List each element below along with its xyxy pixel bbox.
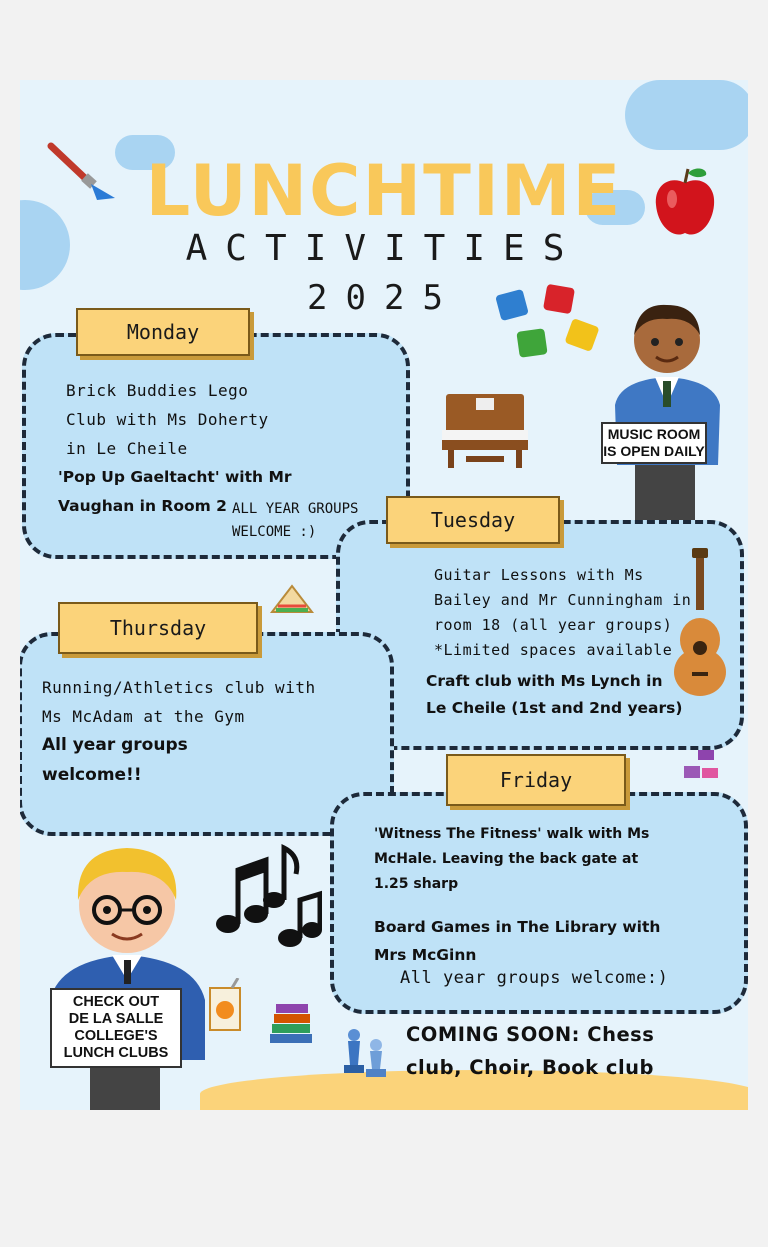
friday-line4: Board Games in The Library with	[374, 918, 661, 936]
thursday-activity-running	[42, 673, 316, 731]
lunch-clubs-sign	[50, 988, 182, 1068]
thursday-line1: Running/Athletics club with	[42, 678, 316, 697]
tuesday-line2: Bailey and Mr Cunningham in	[434, 591, 692, 609]
thursday-line3: All year groups	[42, 735, 188, 755]
friday-welcome: All year groups welcome:)	[400, 968, 669, 988]
tuesday-line6: Le Cheile (1st and 2nd years)	[426, 699, 683, 717]
friday-line2: McHale. Leaving the back gate at	[374, 851, 639, 867]
friday-line1: 'Witness The Fitness' walk with Ms	[374, 826, 650, 842]
coming-soon-line1: COMING SOON: Chess	[406, 1023, 655, 1046]
sandwich-icon	[268, 580, 316, 620]
student-boy-illustration	[600, 295, 735, 525]
monday-line4: 'Pop Up Gaeltacht' with Mr	[58, 468, 292, 486]
friday-activity-boardgames	[374, 913, 660, 969]
poster	[20, 80, 748, 1110]
tuesday-line3: room 18 (all year groups)	[434, 616, 673, 634]
coming-soon-line2: club, Choir, Book club	[406, 1056, 654, 1079]
friday-line3: 1.25 sharp	[374, 876, 459, 892]
lunch-sign-line1: CHECK OUT	[72, 994, 160, 1010]
tuesday-tag: Tuesday	[386, 496, 560, 544]
music-room-sign	[601, 422, 707, 464]
tuesday-line4: *Limited spaces available	[434, 641, 673, 659]
monday-line2: Club with Ms Doherty	[66, 410, 269, 429]
music-sign-line1: MUSIC ROOM	[607, 426, 701, 442]
monday-line5: Vaughan in Room 2	[58, 497, 227, 515]
chess-icon	[338, 1025, 392, 1083]
monday-activity-lego	[66, 376, 269, 463]
lunch-sign-line3: COLLEGE'S	[74, 1028, 158, 1044]
guitar-icon	[670, 548, 730, 698]
monday-tag: Monday	[76, 308, 250, 356]
friday-line5: Mrs McGinn	[374, 946, 477, 964]
friday-activity-walk	[374, 822, 649, 897]
tuesday-activity-craft	[426, 668, 682, 722]
monday-note1: ALL YEAR GROUPS	[232, 501, 359, 517]
puzzle-icon	[490, 280, 605, 370]
juice-icon	[206, 978, 246, 1034]
piano-icon	[438, 390, 533, 470]
thursday-tag: Thursday	[58, 602, 258, 654]
student-blonde-boy-illustration	[40, 830, 215, 1110]
page-title: LUNCHTIME	[145, 150, 623, 232]
tuesday-line5: Craft club with Ms Lynch in	[426, 672, 663, 690]
books-icon	[266, 998, 316, 1046]
monday-note2: WELCOME :)	[232, 524, 317, 540]
lunch-sign-line4: LUNCH CLUBS	[63, 1045, 169, 1061]
friday-tag: Friday	[446, 754, 626, 806]
monday-line1: Brick Buddies Lego	[66, 381, 249, 400]
tuesday-activity-guitar	[434, 563, 691, 663]
thursday-welcome	[42, 730, 188, 790]
thursday-line2: Ms McAdam at the Gym	[42, 707, 245, 726]
page-year: 2025	[307, 278, 461, 318]
music-notes-icon	[212, 840, 322, 952]
monday-line3: in Le Cheile	[66, 439, 188, 458]
thursday-line4: welcome!!	[42, 765, 142, 785]
lunch-sign-line2: DE LA SALLE	[68, 1011, 164, 1027]
cloud-decoration	[625, 80, 748, 150]
coming-soon	[406, 1018, 654, 1084]
page-subtitle: ACTIVITIES	[185, 228, 583, 269]
tuesday-line1: Guitar Lessons with Ms	[434, 566, 644, 584]
lego-icon	[680, 748, 722, 784]
music-sign-line2: IS OPEN DAILY	[603, 443, 705, 459]
